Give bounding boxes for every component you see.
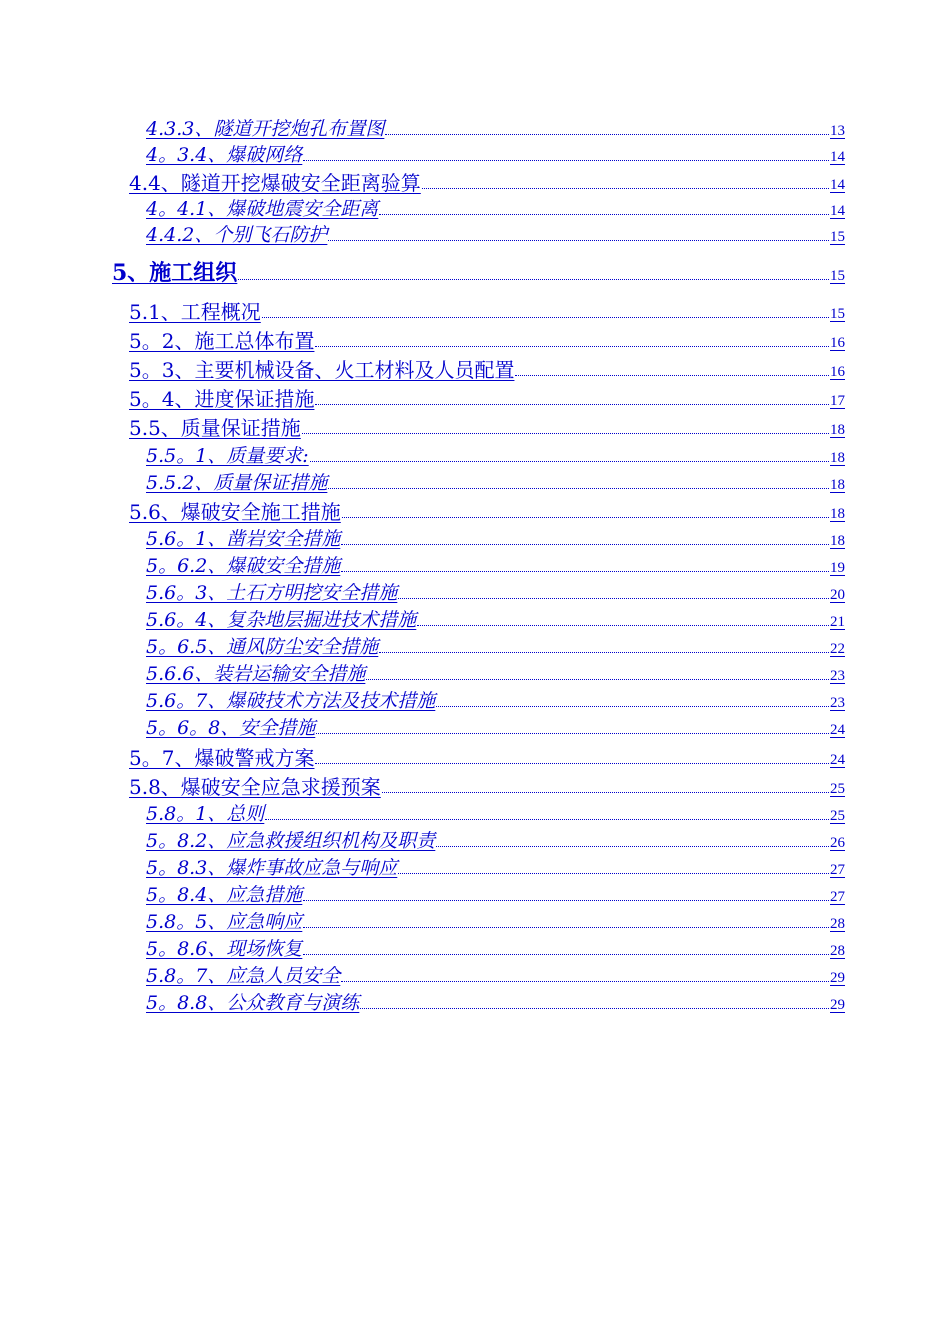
toc-entry-4-4[interactable]	[129, 173, 845, 193]
toc-entry-4-4-1[interactable]	[146, 200, 845, 219]
toc-entry-title: 5.6.6、装岩运输安全措施	[146, 663, 366, 685]
toc-entry-title: 4.3.3、隧道开挖炮孔布置图	[146, 118, 385, 140]
toc-entry-title: 5、施工组织	[112, 260, 238, 286]
dot-leader	[265, 819, 829, 820]
toc-entry-page: 22	[830, 641, 845, 657]
dot-leader	[341, 571, 829, 572]
toc-entry-page: 24	[830, 722, 845, 738]
dot-leader	[303, 927, 829, 928]
toc-entry-title: 5.5.2、质量保证措施	[146, 472, 328, 494]
toc-entry-page: 18	[830, 422, 845, 438]
toc-entry-page: 15	[830, 306, 845, 322]
toc-entry-5-6-6[interactable]	[146, 665, 845, 684]
dot-leader	[316, 733, 829, 734]
toc-entry-page: 18	[830, 450, 845, 466]
toc-entry-page: 20	[830, 587, 845, 603]
dot-leader	[341, 981, 829, 982]
dot-leader	[302, 433, 829, 434]
toc-entry-page: 26	[830, 835, 845, 851]
toc-entry-title: 5.6。1、凿岩安全措施	[146, 528, 341, 550]
dot-leader	[262, 317, 829, 318]
dot-leader	[328, 488, 829, 489]
dot-leader	[341, 544, 829, 545]
toc-entry-title: 5。8.6、现场恢复	[146, 938, 303, 960]
toc-entry-title: 5。6.5、通风防尘安全措施	[146, 636, 379, 658]
toc-entry-5-6-3[interactable]	[146, 584, 845, 603]
toc-entry-5-6-2[interactable]	[146, 557, 845, 576]
toc-entry-5-6-4[interactable]	[146, 611, 845, 630]
toc-entry-5-8-3[interactable]	[146, 859, 845, 878]
toc-entry-title: 5.8。5、应急响应	[146, 911, 303, 933]
toc-entry-5-8-2[interactable]	[146, 832, 845, 851]
toc-entry-title: 5。6.2、爆破安全措施	[146, 555, 341, 577]
toc-entry-title: 4.4、隧道开挖爆破安全距离验算	[129, 171, 421, 195]
toc-entry-page: 14	[830, 203, 845, 219]
toc-entry-5-4[interactable]	[129, 389, 845, 409]
toc-entry-page: 18	[830, 506, 845, 522]
toc-entry-page: 15	[830, 229, 845, 245]
toc-entry-page: 16	[830, 335, 845, 351]
dot-leader	[303, 160, 829, 161]
dot-leader	[436, 846, 829, 847]
dot-leader	[398, 598, 829, 599]
toc-entry-5-3[interactable]	[129, 360, 845, 380]
toc-entry-page: 15	[830, 268, 845, 284]
toc-entry-4-3-3[interactable]	[146, 120, 845, 139]
toc-entry-title: 5。8.4、应急措施	[146, 884, 303, 906]
toc-entry-title: 5。8.8、公众教育与演练	[146, 992, 360, 1014]
toc-entry-5-6-7[interactable]	[146, 692, 845, 711]
dot-leader	[422, 188, 829, 189]
dot-leader	[310, 461, 829, 462]
toc-entry-page: 14	[830, 149, 845, 165]
toc-entry-5-8-1[interactable]	[146, 805, 845, 824]
toc-entry-page: 21	[830, 614, 845, 630]
toc-entry-title: 5.5、质量保证措施	[129, 416, 301, 440]
toc-entry-title: 5。8.2、应急救援组织机构及职责	[146, 830, 436, 852]
toc-entry-4-4-2[interactable]	[146, 226, 845, 245]
toc-entry-5-1[interactable]	[129, 302, 845, 322]
toc-entry-page: 23	[830, 695, 845, 711]
toc-entry-page: 27	[830, 889, 845, 905]
toc-entry-5-5-1[interactable]	[146, 447, 845, 466]
toc-entry-title: 5.6、爆破安全施工措施	[129, 500, 341, 524]
dot-leader	[398, 873, 829, 874]
toc-entry-page: 18	[830, 477, 845, 493]
toc-entry-title: 5.8。7、应急人员安全	[146, 965, 341, 987]
toc-entry-5-8-6[interactable]	[146, 940, 845, 959]
dot-leader	[342, 517, 829, 518]
dot-leader	[328, 240, 829, 241]
toc-entry-title: 5。4、进度保证措施	[129, 387, 315, 411]
toc-entry-title: 4。3.4、爆破网络	[146, 144, 303, 166]
toc-entry-title: 5。6。8、安全措施	[146, 717, 316, 739]
toc-entry-page: 17	[830, 393, 845, 409]
dot-leader	[385, 134, 829, 135]
toc-entry-page: 29	[830, 997, 845, 1013]
toc-entry-5-5[interactable]	[129, 418, 845, 438]
toc-entry-page: 13	[830, 123, 845, 139]
toc-entry-title: 5.8。1、总则	[146, 803, 265, 825]
dot-leader	[303, 900, 829, 901]
dot-leader	[366, 679, 829, 680]
toc-entry-5-6[interactable]	[129, 502, 845, 522]
toc-entry-page: 14	[830, 177, 845, 193]
toc-entry-page: 28	[830, 943, 845, 959]
dot-leader	[379, 214, 829, 215]
toc-entry-page: 23	[830, 668, 845, 684]
toc-entry-5-8-4[interactable]	[146, 886, 845, 905]
toc-entry-title: 5.6。3、土石方明挖安全措施	[146, 582, 398, 604]
toc-entry-page: 18	[830, 533, 845, 549]
toc-entry-5-8[interactable]	[129, 777, 845, 797]
toc-entry-5-6-5[interactable]	[146, 638, 845, 657]
toc-entry-title: 5。7、爆破警戒方案	[129, 746, 315, 770]
dot-leader	[436, 706, 829, 707]
toc-entry-5[interactable]	[112, 262, 845, 284]
dot-leader	[417, 625, 829, 626]
toc-entry-page: 25	[830, 808, 845, 824]
toc-entry-title: 5。3、主要机械设备、火工材料及人员配置	[129, 358, 515, 382]
toc-entry-5-8-8[interactable]	[146, 994, 845, 1013]
dot-leader	[515, 375, 829, 376]
dot-leader	[315, 346, 829, 347]
dot-leader	[382, 792, 829, 793]
toc-entry-5-6-8[interactable]	[146, 719, 845, 738]
toc-entry-5-2[interactable]	[129, 331, 845, 351]
toc-entry-title: 5.6。7、爆破技术方法及技术措施	[146, 690, 436, 712]
toc-entry-4-3-4[interactable]	[146, 146, 845, 165]
dot-leader	[379, 652, 829, 653]
toc-entry-5-7[interactable]	[129, 748, 845, 768]
dot-leader	[315, 763, 829, 764]
toc-entry-page: 19	[830, 560, 845, 576]
dot-leader	[238, 279, 829, 280]
toc-entry-title: 4。4.1、爆破地震安全距离	[146, 198, 379, 220]
toc-entry-page: 29	[830, 970, 845, 986]
toc-entry-page: 27	[830, 862, 845, 878]
dot-leader	[315, 404, 829, 405]
toc-entry-title: 5.1、工程概况	[129, 300, 261, 324]
toc-entry-title: 5.8、爆破安全应急求援预案	[129, 775, 381, 799]
dot-leader	[303, 954, 829, 955]
toc-entry-5-8-5[interactable]	[146, 913, 845, 932]
toc-entry-title: 5.6。4、复杂地层掘进技术措施	[146, 609, 417, 631]
toc-entry-title: 5。8.3、爆炸事故应急与响应	[146, 857, 398, 879]
toc-entry-page: 25	[830, 781, 845, 797]
toc-entry-5-5-2[interactable]	[146, 474, 845, 493]
toc-entry-title: 4.4.2、个别飞石防护	[146, 224, 328, 246]
toc-entry-page: 24	[830, 752, 845, 768]
toc-entry-5-8-7[interactable]	[146, 967, 845, 986]
toc-entry-page: 28	[830, 916, 845, 932]
toc-entry-title: 5.5。1、质量要求:	[146, 445, 309, 467]
toc-entry-5-6-1[interactable]	[146, 530, 845, 549]
dot-leader	[360, 1008, 829, 1009]
toc-entry-page: 16	[830, 364, 845, 380]
toc-entry-title: 5。2、施工总体布置	[129, 329, 315, 353]
